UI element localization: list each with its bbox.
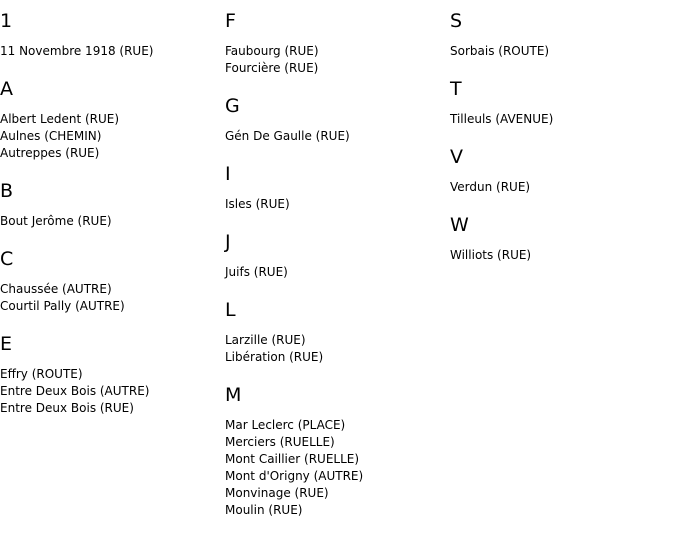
letter-heading: C: [0, 248, 14, 270]
street-list: [0, 366, 220, 417]
street-list: [0, 111, 220, 162]
street-entry[interactable]: 11 Novembre 1918 (RUE): [0, 44, 154, 58]
street-entry[interactable]: Isles (RUE): [225, 197, 290, 211]
street-entry[interactable]: Monvinage (RUE): [225, 486, 329, 500]
index-column-3: [450, 8, 670, 280]
street-entry[interactable]: Aulnes (CHEMIN): [0, 129, 102, 143]
street-entry[interactable]: Larzille (RUE): [225, 333, 306, 347]
street-list: [0, 43, 220, 60]
letter-group-v: [450, 144, 670, 196]
letter-heading: E: [0, 333, 13, 355]
letter-heading: T: [450, 78, 462, 100]
letter-group-1: [0, 8, 220, 60]
letter-heading: W: [450, 214, 469, 236]
street-list: [450, 111, 670, 128]
index-column-1: [0, 8, 220, 433]
street-entry[interactable]: Autreppes (RUE): [0, 146, 100, 160]
letter-group-c: [0, 246, 220, 315]
letter-group-a: [0, 76, 220, 162]
letter-group-l: [225, 297, 445, 366]
street-entry[interactable]: Sorbais (ROUTE): [450, 44, 550, 58]
street-entry[interactable]: Fourcière (RUE): [225, 61, 319, 75]
street-entry[interactable]: Mar Leclerc (PLACE): [225, 418, 346, 432]
letter-heading: F: [225, 10, 236, 32]
street-list: [225, 196, 445, 213]
street-entry[interactable]: Albert Ledent (RUE): [0, 112, 120, 126]
street-list: [225, 417, 445, 519]
letter-group-m: [225, 382, 445, 519]
street-entry[interactable]: Chaussée (AUTRE): [0, 282, 112, 296]
street-entry[interactable]: Entre Deux Bois (RUE): [0, 401, 134, 415]
street-entry[interactable]: Mont d'Origny (AUTRE): [225, 469, 364, 483]
street-entry[interactable]: Bout Jerôme (RUE): [0, 214, 112, 228]
letter-group-j: [225, 229, 445, 281]
street-entry[interactable]: Faubourg (RUE): [225, 44, 319, 58]
street-entry[interactable]: Mont Caillier (RUELLE): [225, 452, 360, 466]
street-list: [225, 332, 445, 366]
street-entry[interactable]: Tilleuls (AVENUE): [450, 112, 554, 126]
letter-heading: 1: [0, 10, 13, 32]
street-list: [225, 43, 445, 77]
street-list: [450, 43, 670, 60]
street-list: [225, 128, 445, 145]
letter-group-t: [450, 76, 670, 128]
letter-heading: B: [0, 180, 14, 202]
letter-group-g: [225, 93, 445, 145]
street-entry[interactable]: Gén De Gaulle (RUE): [225, 129, 350, 143]
letter-heading: M: [225, 384, 242, 406]
street-entry[interactable]: Verdun (RUE): [450, 180, 531, 194]
letter-heading: V: [450, 146, 463, 168]
letter-heading: I: [225, 163, 231, 185]
street-entry[interactable]: Merciers (RUELLE): [225, 435, 335, 449]
street-entry[interactable]: Libération (RUE): [225, 350, 324, 364]
letter-heading: A: [0, 78, 13, 100]
street-list: [225, 264, 445, 281]
letter-group-s: [450, 8, 670, 60]
street-entry[interactable]: Entre Deux Bois (AUTRE): [0, 384, 150, 398]
letter-group-b: [0, 178, 220, 230]
street-list: [0, 281, 220, 315]
letter-group-i: [225, 161, 445, 213]
street-entry[interactable]: Courtil Pally (AUTRE): [0, 299, 125, 313]
street-entry[interactable]: Juifs (RUE): [225, 265, 288, 279]
street-entry[interactable]: Williots (RUE): [450, 248, 532, 262]
street-list: [0, 213, 220, 230]
street-list: [450, 247, 670, 264]
letter-heading: J: [225, 231, 231, 253]
letter-group-e: [0, 331, 220, 417]
letter-heading: L: [225, 299, 236, 321]
street-entry[interactable]: Moulin (RUE): [225, 503, 303, 517]
street-entry[interactable]: Effry (ROUTE): [0, 367, 83, 381]
letter-group-f: [225, 8, 445, 77]
letter-heading: G: [225, 95, 240, 117]
index-column-2: [225, 8, 445, 535]
letter-group-w: [450, 212, 670, 264]
street-list: [450, 179, 670, 196]
letter-heading: S: [450, 10, 463, 32]
